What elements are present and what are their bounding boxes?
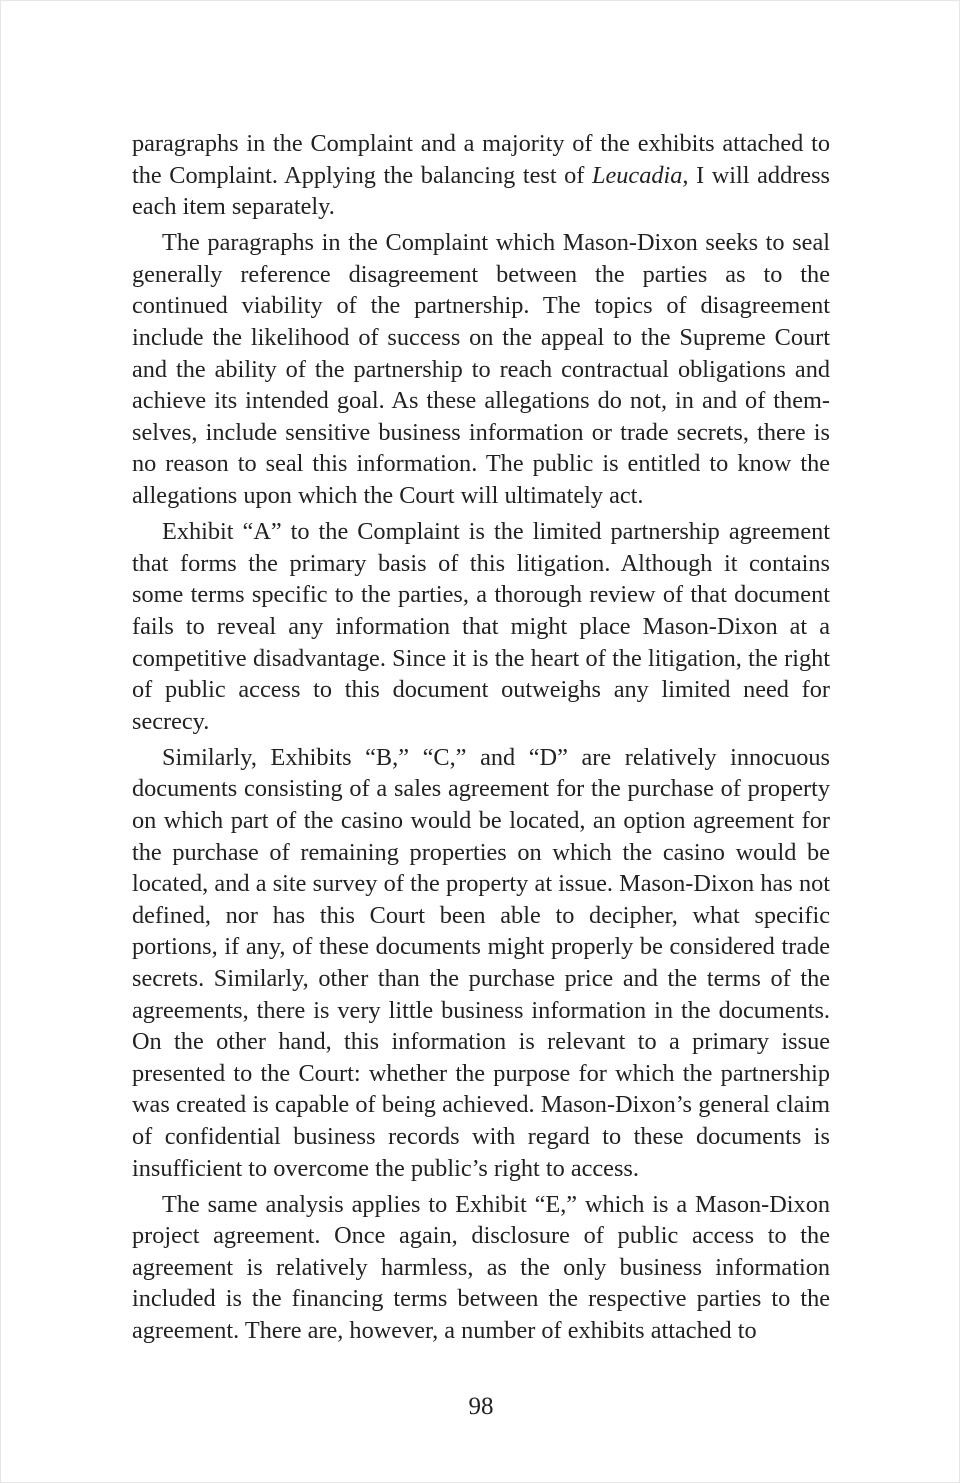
- paragraph-1-text-end: , I will address each item separately.: [132, 161, 830, 221]
- case-name-leucadia: Leucadia: [591, 161, 683, 189]
- paragraph-4: Similarly, Exhibits “B,” “C,” and “D” are relatively innocuous documents consisting of a sales agreement for the purchase of property on which part of the casino would be located, an option agreement for the purchase of remaining properties on which the casino would be located, and a site survey of the property at issue. Mason-Dixon has not defined, nor has this Court been able to decipher, what specific portions, if any, of these documents might properly be considered trade secrets. Similarly, other than the purchase price and the terms of the agreements, there is very little business information in the documents. On the other hand, this information is relevant to a primary issue presented to the Court: whether the purpose for which the partnership was created is capable of being achieved. Mason-Dixon’s general claim of confidential business records with regard to these documents is insufficient to overcome the public’s right to access.: [132, 743, 830, 1182]
- paragraph-5: The same analysis applies to Exhibit “E,” which is a Mason-Dixon project agreement. Once again, disclosure of public access to the agreement is relatively harmless, as the only business information included is the financing terms between the respective parties to the agreement. There are, however, a number of exhibits attached to: [132, 1190, 830, 1344]
- body-text: [132, 128, 830, 1351]
- paragraph-3: Exhibit “A” to the Complaint is the limited partnership agreement that forms the primary basis of this litigation. Although it contains some terms specific to the parties, a thorough review of that document fails to reveal any information that might place Mason-Dixon at a competitive disadvantage. Since it is the heart of the litigation, the right of public access to this document outweighs any limited need for secrecy.: [132, 518, 830, 735]
- paragraph-1-text-start: paragraphs in the Complaint and a majority of the exhibits attached to the Complaint. Applying the balancing test of: [132, 130, 830, 189]
- paragraph-2: The paragraphs in the Complaint which Mason-Dixon seeks to seal generally reference disagreement between the parties as to the continued viability of the partnership. The topics of disagreement include the likelihood of success on the appeal to the Supreme Court and the ability of the partnership to reach contractual obligations and achieve its intended goal. As these allegations do not, in and of themselves, include sensitive business information or trade secrets, there is no reason to seal this information. The public is entitled to know the allegations upon which the Court will ultimately act.: [132, 229, 830, 510]
- paragraph-1: [132, 128, 830, 223]
- page-number: 98: [468, 1393, 494, 1420]
